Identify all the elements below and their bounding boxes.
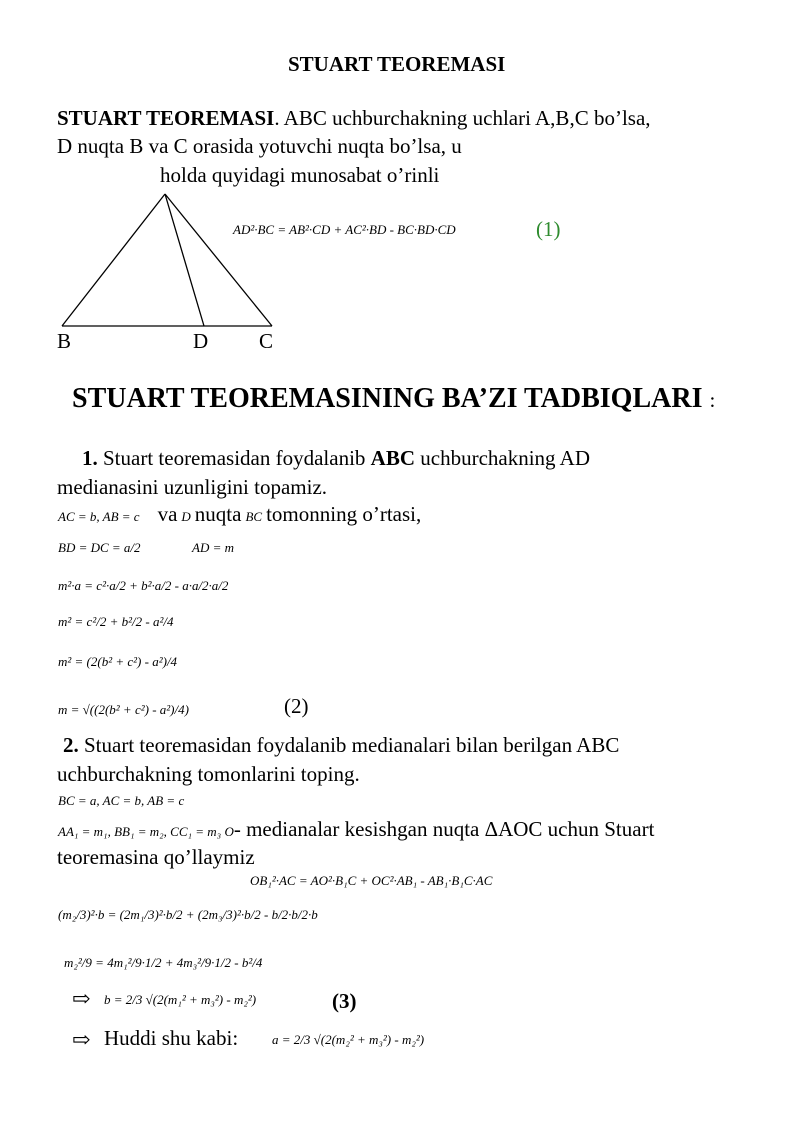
problem-1-text-a: Stuart teoremasidan foydalanib bbox=[97, 446, 371, 470]
stewart-formula: AD²·BC = AB²·CD + AC²·BD - BC·BD·CD bbox=[233, 222, 456, 237]
condition-d: D bbox=[181, 509, 191, 524]
problem-2-number: 2. bbox=[63, 733, 79, 757]
medians-definition: AA₁ = m₁, BB₁ = m₂, CC₁ = m₃ O bbox=[58, 824, 234, 839]
problem-2-sides: BC = a, AC = b, AB = c bbox=[58, 793, 185, 808]
condition-sides: AC = b, AB = c bbox=[58, 509, 140, 524]
eq-stewart-median: m²·a = c²·a/2 + b²·a/2 - a·a/2·a/2 bbox=[58, 578, 229, 593]
problem-1-number: 1. bbox=[82, 446, 98, 470]
eq-bd-dc: BD = DC = a/2 bbox=[58, 540, 141, 555]
cevian-ad bbox=[165, 194, 204, 326]
problem-2-line-2: uchburchakning tomonlarini toping. bbox=[57, 762, 360, 786]
condition-va: va bbox=[157, 502, 178, 526]
eq-m-squared-2: m² = (2(b² + c²) - a²)/4 bbox=[58, 654, 178, 669]
eq-median-formula: m = √((2(b² + c²) - a²)/4) bbox=[58, 702, 189, 717]
theorem-bold-title: STUART TEOREMASI bbox=[57, 106, 275, 130]
theorem-line-2: D nuqta B va C orasida yotuvchi nuqta bo’lsa, u bbox=[57, 134, 462, 158]
condition-tail: tomonning o’rtasi, bbox=[266, 502, 422, 526]
theorem-line-1-text: . ABC uchburchakning uchlari A,B,C bo’lsa, bbox=[274, 106, 651, 130]
section-heading-colon: : bbox=[709, 388, 716, 412]
section-heading-text: STUART TEOREMASINING BA’ZI TADBIQLARI bbox=[72, 383, 703, 414]
eq-stewart-aoc: OB₁²·AC = AO²·B₁C + OC²·AB₁ - AB₁·B₁C·AC bbox=[250, 873, 493, 888]
eq-medians-substituted: (m₂/3)²·b = (2m₁/3)²·b/2 + (2m₃/3)²·b/2 - b/2·b/2·b bbox=[58, 907, 318, 922]
likewise-label: Huddi shu kabi: bbox=[104, 1026, 239, 1050]
right-arrow-icon: ⇨ bbox=[72, 1027, 91, 1052]
formula-number-2: (2) bbox=[284, 694, 309, 718]
condition-bc: BC bbox=[245, 509, 263, 524]
right-arrow-icon: ⇨ bbox=[72, 986, 91, 1011]
eq-medians-simplified: m₂²/9 = 4m₁²/9·1/2 + 4m₃²/9·1/2 - b²/4 bbox=[64, 955, 263, 970]
triangle-figure bbox=[50, 188, 290, 338]
eq-ad-m: AD = m bbox=[192, 540, 234, 555]
problem-1-abc: ABC bbox=[370, 446, 416, 470]
problem-1-text-b: uchburchakning AD bbox=[415, 446, 590, 470]
triangle-side-ab bbox=[62, 194, 165, 326]
eq-m-squared-1: m² = c²/2 + b²/2 - a²/4 bbox=[58, 614, 174, 629]
problem-2-line-4: teoremasina qo’llaymiz bbox=[57, 845, 255, 869]
triangle-side-ac bbox=[165, 194, 272, 326]
problem-1-condition bbox=[58, 502, 421, 527]
theorem-line-3: holda quyidagi munosabat o’rinli bbox=[160, 163, 440, 187]
problem-2-line-1 bbox=[63, 733, 619, 758]
problem-2-medians-line bbox=[58, 817, 654, 842]
theorem-line-1 bbox=[57, 106, 651, 131]
formula-number-3: (3) bbox=[332, 989, 357, 1013]
eq-side-b: b = 2/3 √(2(m₁² + m₃²) - m₂²) bbox=[104, 992, 257, 1007]
problem-1-line-2: medianasini uzunligini topamiz. bbox=[57, 475, 328, 499]
problem-1-line-1 bbox=[82, 446, 590, 471]
condition-nuqta: nuqta bbox=[194, 502, 242, 526]
formula-number-1: (1) bbox=[536, 217, 561, 241]
vertex-label-b: B bbox=[57, 329, 72, 353]
problem-2-text: Stuart teoremasidan foydalanib medianalari bilan berilgan ABC bbox=[78, 733, 620, 757]
section-heading bbox=[72, 383, 715, 415]
vertex-label-c: C bbox=[259, 329, 274, 353]
page-title: STUART TEOREMASI bbox=[288, 52, 506, 76]
medians-tail: - medianalar kesishgan nuqta ΔAOC uchun Stuart bbox=[233, 817, 655, 841]
eq-side-a: a = 2/3 √(2(m₂² + m₃²) - m₂²) bbox=[272, 1032, 425, 1047]
vertex-label-d: D bbox=[193, 329, 209, 353]
